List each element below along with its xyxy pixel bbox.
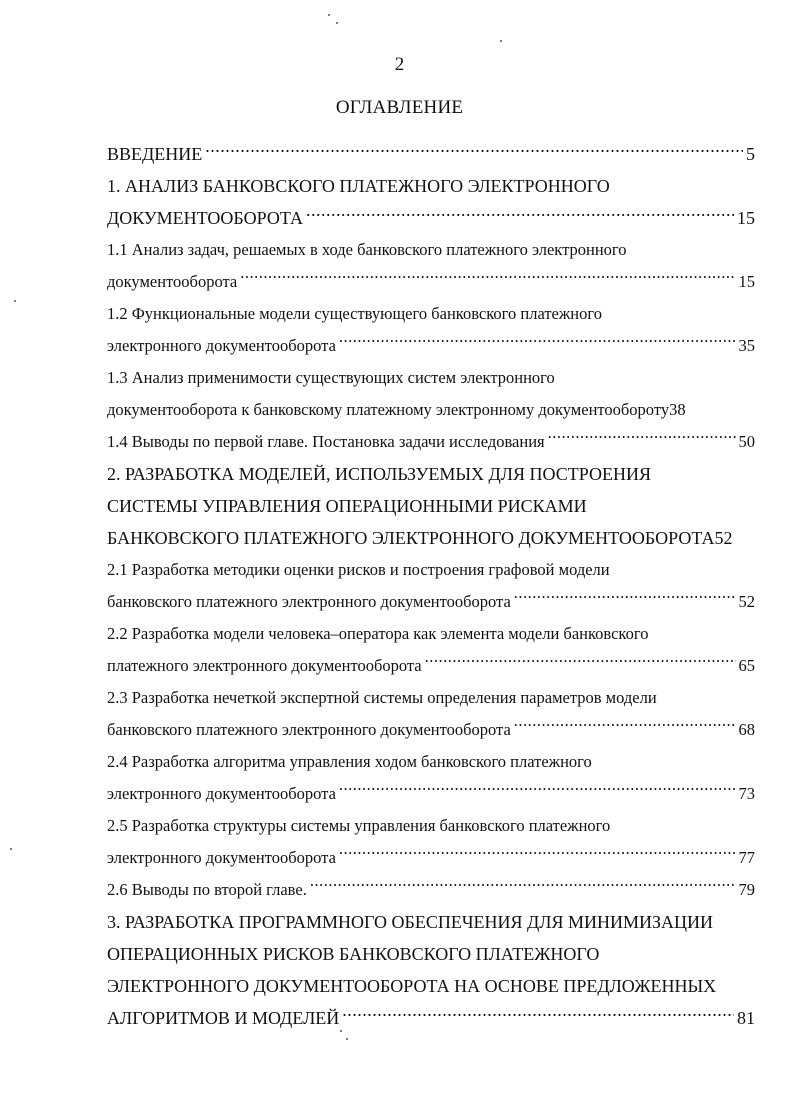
scan-speck [346, 1038, 348, 1040]
toc-entry-text: БАНКОВСКОГО ПЛАТЕЖНОГО ЭЛЕКТРОННОГО ДОКУМЕНТООБОРОТА52 [107, 528, 733, 548]
toc-entry-text: 2.6 Выводы по второй главе. [107, 880, 307, 899]
toc-entry-text: документооборота к банковскому платежному электронному документообороту38 [107, 400, 686, 419]
toc-page-number: 15 [738, 272, 755, 291]
toc-entry-line [107, 330, 755, 362]
toc-entry-text: 1.3 Анализ применимости существующих систем электронного [107, 368, 555, 387]
toc-leader-dots [548, 431, 736, 448]
toc-leader-dots [306, 206, 734, 224]
toc-page-number: 65 [738, 656, 755, 675]
toc-entry-text: 2.4 Разработка алгоритма управления ходом банковского платежного [107, 752, 592, 771]
toc-entry-line [107, 490, 755, 522]
toc-leader-dots [514, 591, 736, 608]
toc-leader-dots [240, 271, 735, 288]
toc-entry-line [107, 746, 755, 778]
toc-entry-line [107, 554, 755, 586]
toc-entry-line [107, 202, 755, 234]
toc-page-number: 68 [738, 720, 755, 739]
toc-entry-line [107, 394, 755, 426]
toc-leader-dots [339, 783, 736, 800]
toc-page-number: 35 [738, 336, 755, 355]
toc-entry-text: СИСТЕМЫ УПРАВЛЕНИЯ ОПЕРАЦИОННЫМИ РИСКАМИ [107, 496, 587, 516]
toc-entry-text: 2.1 Разработка методики оценки рисков и построения графовой модели [107, 560, 610, 579]
toc-entry-text: платежного электронного документооборота [107, 656, 422, 675]
toc-page-number: 79 [738, 880, 755, 899]
toc-entry-line [107, 362, 755, 394]
toc-page-number: 5 [746, 144, 755, 164]
toc-entry-text: АЛГОРИТМОВ И МОДЕЛЕЙ [107, 1008, 340, 1028]
toc-entry-text: ОПЕРАЦИОННЫХ РИСКОВ БАНКОВСКОГО ПЛАТЕЖНОГО [107, 944, 600, 964]
scan-speck [336, 22, 338, 24]
toc-leader-dots [514, 719, 736, 736]
scan-speck [14, 300, 16, 302]
toc-page-number: 15 [737, 208, 755, 228]
toc-entry-text: 1.2 Функциональные модели существующего банковского платежного [107, 304, 602, 323]
toc-entry-text: электронного документооборота [107, 784, 336, 803]
scan-speck [10, 848, 12, 850]
toc-entry-text: 2.2 Разработка модели человека–оператора как элемента модели банковского [107, 624, 649, 643]
toc-entry-text: электронного документооборота [107, 848, 336, 867]
toc-entry-line [107, 906, 755, 938]
toc-entry-text: банковского платежного электронного документооборота [107, 720, 511, 739]
table-of-contents [107, 138, 755, 1034]
toc-entry-text: 2.5 Разработка структуры системы управления банковского платежного [107, 816, 611, 835]
toc-entry-line [107, 426, 755, 458]
toc-entry-line [107, 682, 755, 714]
toc-entry-text: документооборота [107, 272, 238, 291]
toc-entry-text: 2.3 Разработка нечеткой экспертной системы определения параметров модели [107, 688, 657, 707]
toc-entry-text: банковского платежного электронного документооборота [107, 592, 511, 611]
toc-entry-line [107, 170, 755, 202]
toc-entry-text: 2. РАЗРАБОТКА МОДЕЛЕЙ, ИСПОЛЬЗУЕМЫХ ДЛЯ ПОСТРОЕНИЯ [107, 464, 651, 484]
toc-entry-line [107, 810, 755, 842]
toc-leader-dots [342, 1006, 734, 1024]
toc-entry-line [107, 522, 755, 554]
toc-entry-line [107, 714, 755, 746]
toc-entry-line [107, 138, 755, 170]
toc-page-number: 77 [738, 848, 755, 867]
scan-speck [328, 14, 330, 16]
toc-leader-dots [339, 335, 736, 352]
toc-page-number: 81 [737, 1008, 755, 1028]
toc-leader-dots [310, 879, 736, 896]
scan-speck [500, 40, 502, 42]
toc-page-number: 50 [738, 432, 755, 451]
toc-entry-text: ДОКУМЕНТООБОРОТА [107, 208, 303, 228]
toc-leader-dots [205, 142, 743, 160]
toc-entry-line [107, 874, 755, 906]
toc-entry-text: 1. АНАЛИЗ БАНКОВСКОГО ПЛАТЕЖНОГО ЭЛЕКТРОННОГО [107, 176, 610, 196]
toc-entry-text: электронного документооборота [107, 336, 336, 355]
toc-page-number: 52 [738, 592, 755, 611]
toc-entry-text: ВВЕДЕНИЕ [107, 144, 203, 164]
toc-entry-line [107, 778, 755, 810]
toc-entry-line [107, 938, 755, 970]
toc-title: ОГЛАВЛЕНИЕ [335, 97, 464, 118]
toc-entry-line [107, 234, 755, 266]
toc-entry-line [107, 970, 755, 1002]
toc-entry-text: 1.1 Анализ задач, решаемых в ходе банковского платежного электронного [107, 240, 627, 259]
toc-entry-line [107, 650, 755, 682]
toc-entry-text: 3. РАЗРАБОТКА ПРОГРАММНОГО ОБЕСПЕЧЕНИЯ ДЛЯ МИНИМИЗАЦИИ [107, 912, 714, 932]
toc-leader-dots [425, 655, 736, 672]
toc-entry-line [107, 586, 755, 618]
toc-entry-line [107, 1002, 755, 1034]
toc-entry-line [107, 618, 755, 650]
toc-entry-line [107, 298, 755, 330]
toc-page-number: 73 [738, 784, 755, 803]
toc-entry-line [107, 266, 755, 298]
toc-entry-text: ЭЛЕКТРОННОГО ДОКУМЕНТООБОРОТА НА ОСНОВЕ ПРЕДЛОЖЕННЫХ [107, 976, 717, 996]
page-number: 2 [394, 54, 405, 75]
toc-entry-text: 1.4 Выводы по первой главе. Постановка задачи исследования [107, 432, 545, 451]
toc-entry-line [107, 842, 755, 874]
toc-entry-line [107, 458, 755, 490]
toc-leader-dots [339, 847, 736, 864]
